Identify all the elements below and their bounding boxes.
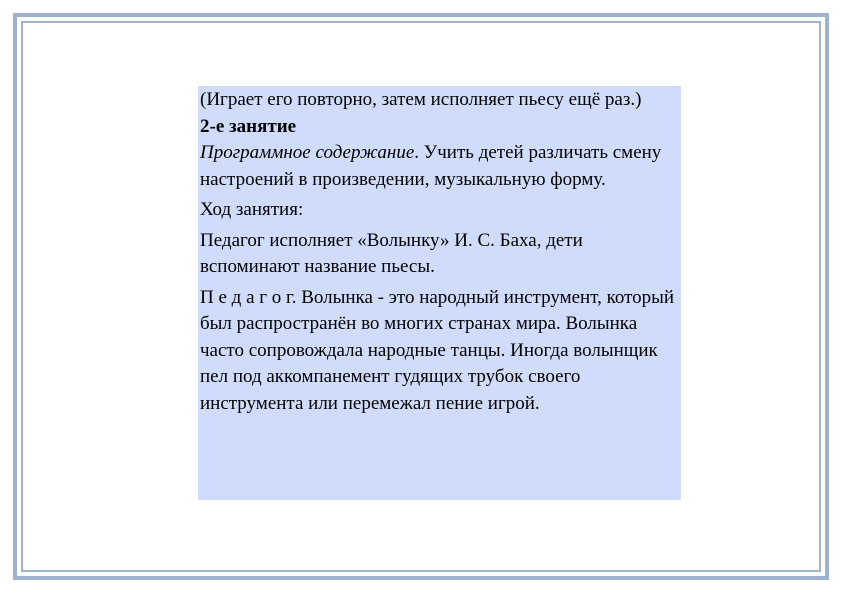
program-content-label: Программное содержание <box>200 142 415 163</box>
paragraph-program-content <box>200 140 679 193</box>
paragraph-teacher-plays: Педагог исполняет «Волынку» И. С. Баха, дети вспоминают название пьесы. <box>200 229 583 277</box>
text-box <box>198 86 681 500</box>
paragraph-repeat-note: (Играет его повторно, затем исполняет пьесу ещё раз.) <box>200 89 642 110</box>
program-content-text: . Учить детей различать смену настроений в произведении, музыкальную форму. <box>200 142 662 190</box>
teacher-speech-text: Волынка - это народный инструмент, который был распространён во многих странах мира. Волынка часто сопровождала народные танцы. Иногда волынщик пел под аккомпанемент гудящих трубок своего инструмента или перемежал пение игрой. <box>200 286 675 414</box>
lesson-heading: 2-е занятие <box>200 115 297 137</box>
paragraph-teacher-speech <box>200 285 679 418</box>
paragraph-lesson-course: Ход занятия: <box>200 199 304 220</box>
speaker-label: П е д а г о г. <box>200 286 297 308</box>
